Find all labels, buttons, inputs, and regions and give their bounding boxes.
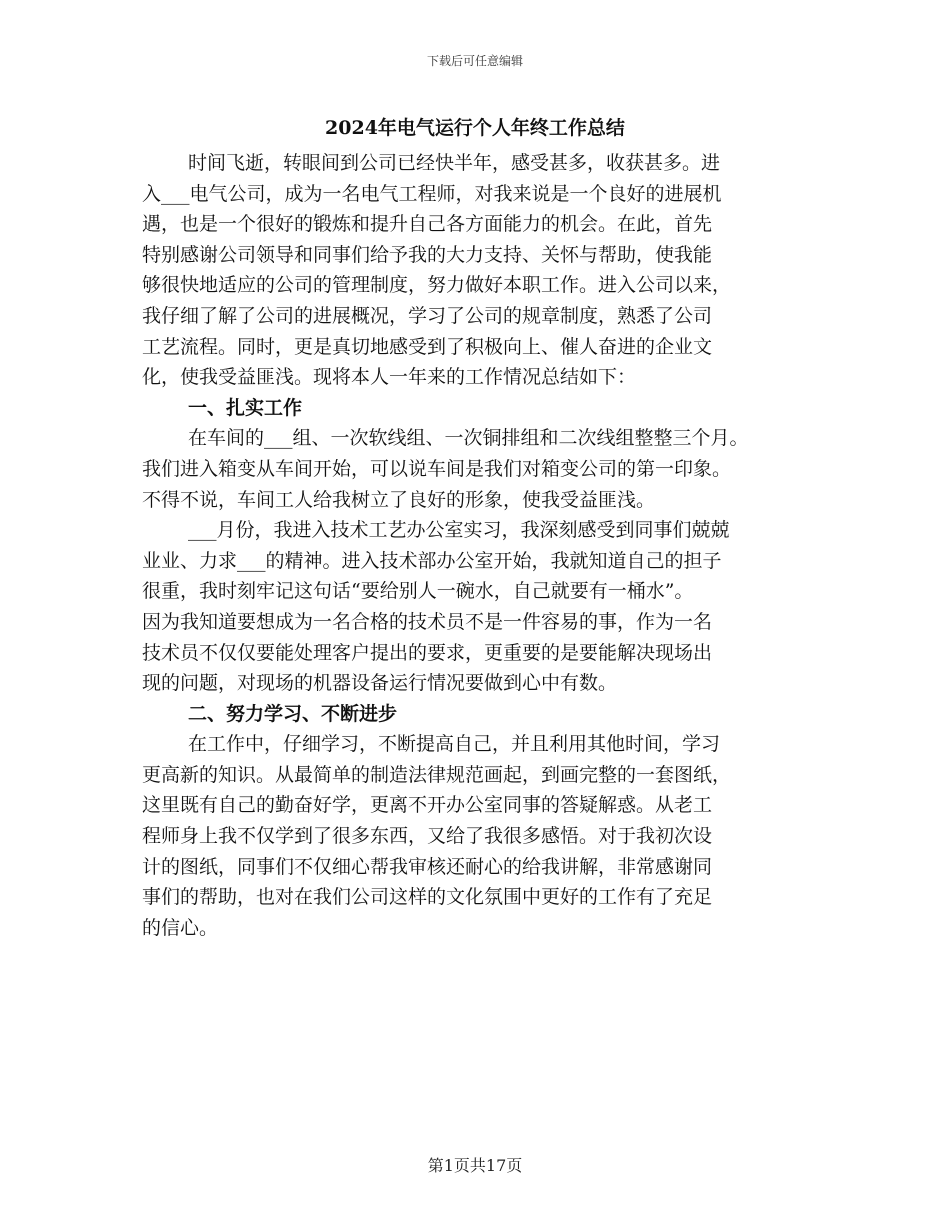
heading-text: 二、努力学习、不断进步: [188, 702, 398, 725]
paragraph-line: 更高新的知识。从最简单的制造法律规范画起，到画完整的一套图纸，: [142, 763, 732, 786]
paragraph-line: 时间飞逝，转眼间到公司已经快半年，感受甚多，收获甚多。进: [188, 152, 721, 174]
paragraph-line: 因为我知道要想成为一名合格的技术员不是一件容易的事，作为一名: [142, 610, 713, 633]
paragraph: [142, 148, 812, 393]
paragraph-line: 工艺流程。同时，更是真切地感受到了积极向上、催人奋进的企业文: [142, 335, 713, 358]
paragraph-line: 技术员不仅仅要能处理客户提出的要求，更重要的是要能解决现场出: [142, 641, 713, 664]
paragraph-line: 事们的帮助，也对在我们公司这样的文化氛围中更好的工作有了充足: [142, 886, 713, 909]
paragraph: [142, 729, 812, 943]
paragraph: [142, 423, 812, 515]
section-heading: [142, 393, 812, 424]
paragraph-line: 不得不说，车间工人给我树立了良好的形象，使我受益匪浅。: [142, 488, 656, 511]
page-header-note: 下载后可任意编辑: [426, 54, 523, 68]
document-title: 2024年电气运行个人年终工作总结: [325, 117, 625, 139]
paragraph-line: 现的问题，对现场的机器设备运行情况要做到心中有数。: [142, 672, 618, 695]
paragraph-line: 入___电气公司，成为一名电气工程师，对我来说是一个良好的进展机: [142, 182, 722, 205]
section-heading: [142, 699, 812, 730]
paragraph-line: 计的图纸，同事们不仅细心帮我审核还耐心的给我讲解，非常感谢同: [142, 855, 713, 878]
paragraph-line: 我们进入箱变从车间开始，可以说车间是我们对箱变公司的第一印象。: [142, 457, 732, 480]
paragraph: [142, 515, 812, 699]
page-number: 第1页共17页: [427, 1156, 523, 1175]
paragraph-line: 化，使我受益匪浅。现将本人一年来的工作情况总结如下：: [142, 366, 637, 389]
paragraph-line: ___月份，我进入技术工艺办公室实习，我深刻感受到同事们兢兢: [188, 519, 730, 542]
paragraph-line: 在车间的___组、一次软线组、一次铜排组和二次线组整整三个月。: [188, 427, 749, 450]
paragraph-line: 程师身上我不仅学到了很多东西，又给了我很多感悟。对于我初次设: [142, 825, 713, 848]
paragraph-line: 遇，也是一个很好的锻炼和提升自己各方面能力的机会。在此，首先: [142, 213, 713, 236]
paragraph-line: 很重，我时刻牢记这句话“要给别人一碗水，自己就要有一桶水”。: [142, 580, 694, 603]
paragraph-line: 业业、力求___的精神。进入技术部办公室开始，我就知道自己的担子: [142, 549, 722, 572]
paragraph-line: 够很快地适应的公司的管理制度，努力做好本职工作。进入公司以来，: [142, 274, 732, 297]
heading-text: 一、扎实工作: [188, 396, 303, 419]
document-body: [142, 148, 812, 943]
paragraph-line: 我仔细了解了公司的进展概况，学习了公司的规章制度，熟悉了公司: [142, 304, 713, 327]
paragraph-line: 的信心。: [142, 916, 219, 939]
paragraph-line: 特别感谢公司领导和同事们给予我的大力支持、关怀与帮助，使我能: [142, 243, 713, 266]
paragraph-line: 在工作中，仔细学习，不断提高自己，并且利用其他时间，学习: [188, 733, 721, 756]
paragraph-line: 这里既有自己的勤奋好学，更离不开办公室同事的答疑解惑。从老工: [142, 794, 713, 817]
